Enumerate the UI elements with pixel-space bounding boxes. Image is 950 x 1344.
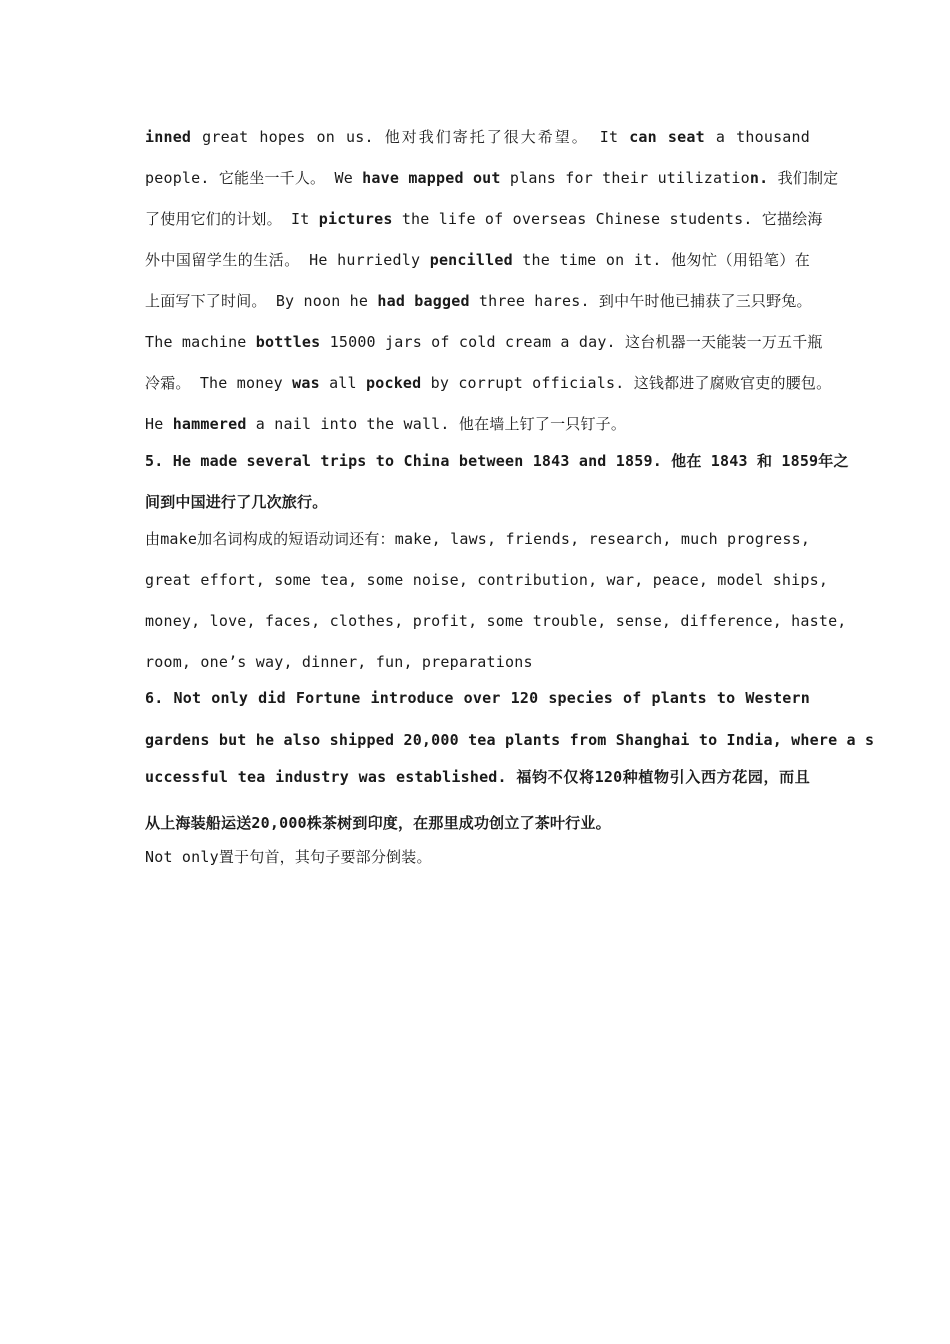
bold-phrase: was [292, 374, 320, 392]
para1-line4 [145, 249, 810, 271]
text-run: He [145, 415, 173, 433]
text-run: all [319, 374, 366, 392]
bold-phrase: hammered [172, 415, 247, 433]
text-run: 冷霜。 The money [145, 374, 293, 392]
text-run: 上面写下了时间。 By noon he [145, 292, 378, 310]
text-run: plans for their utilizatio [500, 169, 750, 187]
para1-line7 [145, 372, 832, 394]
text-run: by corrupt officials. 这钱都进了腐败官吏的腰包。 [421, 374, 832, 392]
para1-line2 [145, 167, 839, 189]
text-run: a thousand [704, 128, 810, 146]
bold-phrase: n. [749, 169, 769, 187]
item5-note-line3: money, love, faces, clothes, profit, some trouble, sense, difference, haste, [145, 612, 847, 630]
text-run: great hopes on us. 他对我们寄托了很大希望。 It [191, 128, 630, 146]
bold-phrase: pocked [366, 374, 422, 392]
item5-heading-line2: 间到中国进行了几次旅行。 [145, 493, 328, 511]
item6-heading-line1: 6. Not only did Fortune introduce over 120 species of plants to Western [145, 689, 810, 707]
bold-phrase: had bagged [377, 292, 470, 310]
bold-phrase: bottles [255, 333, 321, 351]
item6-heading-line2: gardens but he also shipped 20,000 tea plants from Shanghai to India, where a s [145, 731, 875, 749]
bold-phrase: pencilled [429, 251, 513, 269]
item5-heading-line1: 5. He made several trips to China between 1843 and 1859. 他在 1843 和 1859年之 [145, 452, 849, 470]
text-run: the time on it. 他匆忙（用铅笔）在 [512, 251, 810, 269]
text-run: 我们制定 [768, 169, 839, 187]
item6-heading-line4: 从上海装船运送20,000株茶树到印度，在那里成功创立了茶叶行业。 [145, 814, 611, 832]
item5-note-line4: room, one’s way, dinner, fun, preparations [145, 653, 533, 671]
text-run: the life of overseas Chinese students. 它描绘海 [392, 210, 823, 228]
text-run: a nail into the wall. 他在墙上钉了一只钉子。 [246, 415, 627, 433]
text-run: 15000 jars of cold cream a day. 这台机器一天能装一万五千瓶 [320, 333, 823, 351]
text-run: people. 它能坐一千人。 We [145, 169, 363, 187]
item6-note: Not only置于句首，其句子要部分倒装。 [145, 848, 432, 866]
para1-line5 [145, 290, 810, 312]
text-run: The machine [145, 333, 256, 351]
item5-note-line2: great effort, some tea, some noise, contribution, war, peace, model ships, [145, 571, 829, 589]
para1-line8 [145, 413, 810, 435]
para1-line3 [145, 208, 823, 230]
bold-phrase: pictures [318, 210, 393, 228]
item5-note-line1: 由make加名词构成的短语动词还有：make, laws, friends, research, much progress, [145, 530, 811, 548]
text-run: 了使用它们的计划。 It [145, 210, 319, 228]
text-run: three hares. 到中午时他已捕获了三只野兔。 [469, 292, 812, 310]
para1-line1 [145, 126, 810, 148]
bold-phrase: have mapped out [362, 169, 501, 187]
bold-phrase: can seat [629, 128, 705, 146]
para1-line6 [145, 331, 823, 353]
bold-phrase: inned [145, 128, 192, 146]
text-run: 外中国留学生的生活。 He hurriedly [145, 251, 430, 269]
item6-heading-line3: uccessful tea industry was established. 福钧不仅将120种植物引入西方花园，而且 [145, 768, 810, 786]
